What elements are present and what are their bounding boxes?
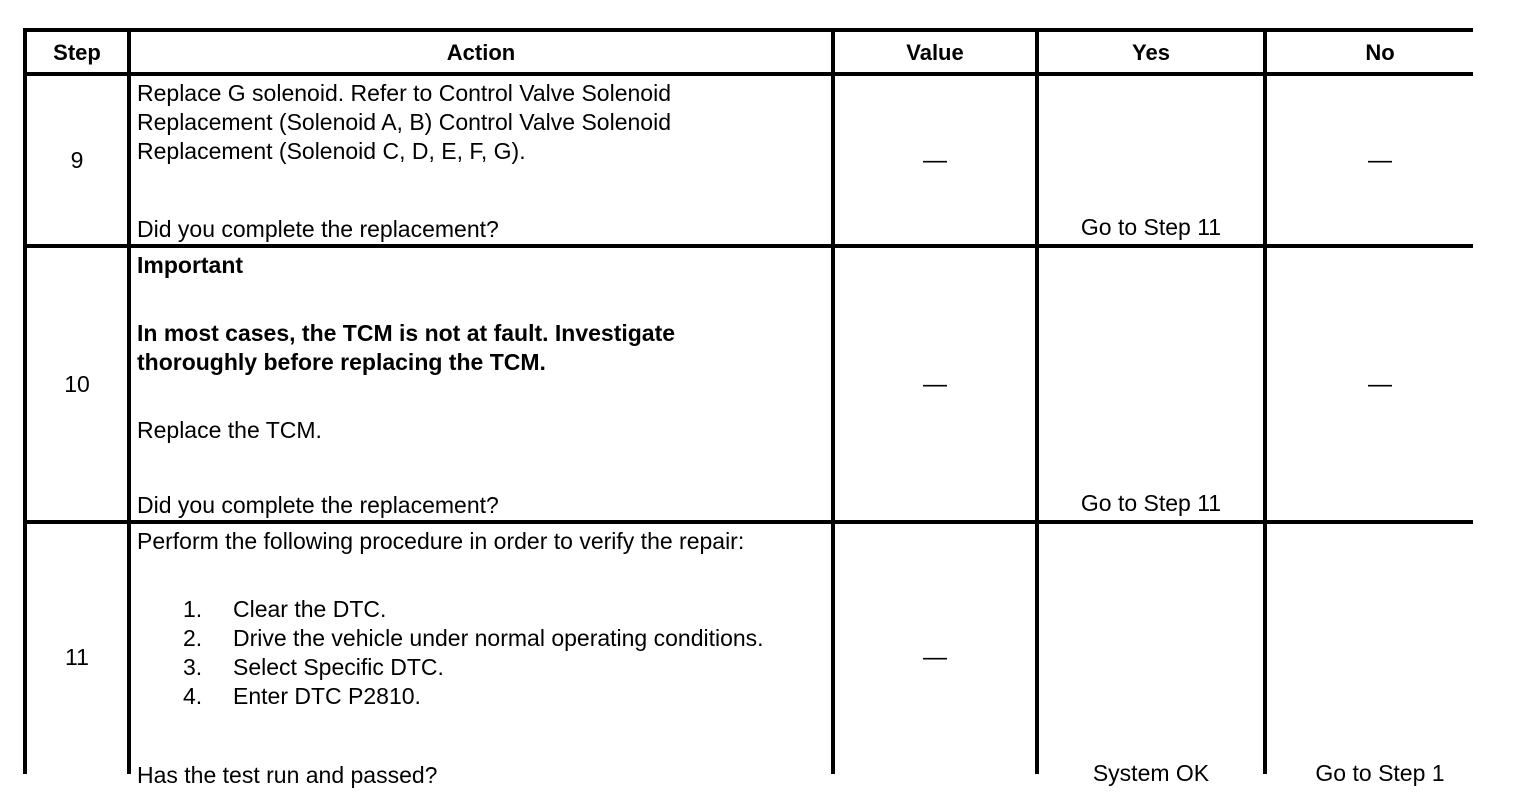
procedure-number: 1. [183,596,203,622]
procedure-text: Drive the vehicle under normal operating conditions. [233,625,764,651]
procedure-list [137,595,827,711]
procedure-item [183,624,827,653]
step-number: 9 [27,76,127,244]
action-question: Did you complete the replacement? [137,216,499,242]
header-value: Value [835,32,1035,72]
procedure-number: 2. [183,625,203,651]
important-line: In most cases, the TCM is not at fault. Investigate [137,320,676,346]
procedure-item [183,595,827,624]
yes-cell: Go to Step 11 [1039,76,1263,244]
action-instruction: Replace the TCM. [137,417,322,443]
header-step: Step [27,32,127,72]
no-cell: — [1267,248,1493,520]
procedure-text: Clear the DTC. [233,596,387,622]
yes-cell: Go to Step 11 [1039,248,1263,520]
procedure-item [183,653,827,682]
important-label: Important [137,252,244,278]
header-yes: Yes [1039,32,1263,72]
header-no: No [1267,32,1493,72]
important-line: thoroughly before replacing the TCM. [137,349,546,375]
yes-cell: System OK [1039,524,1263,790]
value-cell: — [835,76,1035,244]
action-cell [131,524,831,790]
action-question: Did you complete the replacement? [137,492,499,518]
procedure-text: Enter DTC P2810. [233,683,421,709]
action-cell [131,248,831,520]
action-line: Replace G solenoid. Refer to Control Valve Solenoid [137,80,671,106]
procedure-number: 3. [183,654,203,680]
value-cell: — [835,524,1035,790]
action-question: Has the test run and passed? [137,762,438,788]
action-intro: Perform the following procedure in order to verify the repair: [137,528,745,554]
step-number: 10 [27,248,127,520]
action-cell [131,76,831,244]
diagnostic-table [23,28,1473,788]
procedure-text: Select Specific DTC. [233,654,444,680]
action-line: Replacement (Solenoid C, D, E, F, G). [137,138,526,164]
action-line: Replacement (Solenoid A, B) Control Valve Solenoid [137,109,671,135]
step-number: 11 [27,524,127,790]
value-cell: — [835,248,1035,520]
no-cell: Go to Step 1 [1267,524,1493,790]
procedure-item [183,682,827,711]
no-cell: — [1267,76,1493,244]
procedure-number: 4. [183,683,203,709]
header-action: Action [131,32,831,72]
